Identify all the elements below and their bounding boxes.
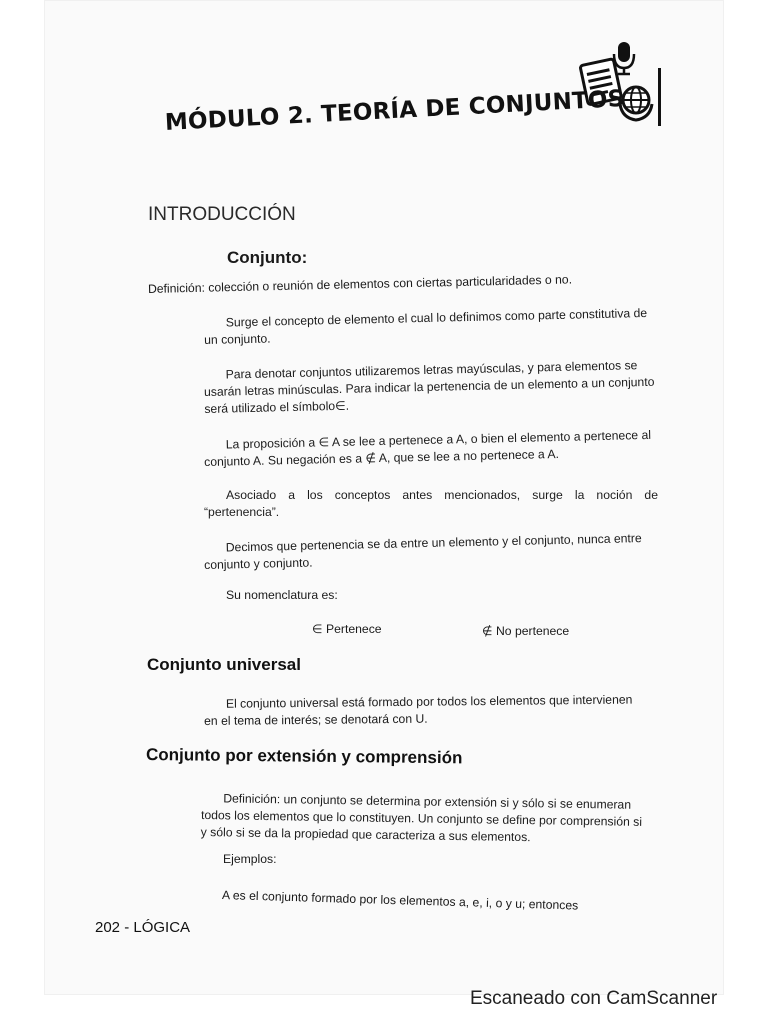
ejemplo-a: A es el conjunto formado por los elementos a, e, i, o y u; entonces [221,888,579,913]
paragraph-line: Decimos que pertenencia se da entre un elemento y el conjunto, nunca entre [225,531,642,555]
paragraph-line: y sólo si se da la propiedad que caracteriza a sus elementos. [200,824,531,845]
paragraph-extension-comprension [201,790,660,848]
section-heading-universal: Conjunto universal [147,655,301,674]
paragraph-line: Asociado a los conceptos antes mencionados, surge la noción de [226,488,658,502]
section-heading-introduccion: INTRODUCCIÓN [148,204,296,225]
paragraph-line: será utilizado el símbolo∈. [204,398,350,416]
definition-text: Definición: colección o reunión de elementos con ciertas particularidades o no. [147,272,573,296]
paragraph-notacion [203,357,659,418]
camscanner-watermark: Escaneado con CamScanner [470,988,718,1009]
paragraph-asociado [204,487,658,521]
paragraph-universal [204,691,659,730]
paragraph-line: El conjunto universal está formado por todos los elementos que intervienen [225,692,633,711]
paragraph-line: La proposición a ∈ A se lee a pertenece a A, o bien el elemento a pertenece al [225,427,652,452]
paragraph-line: Surge el concepto de elemento el cual lo definimos como parte constitutiva de [225,305,648,330]
nomenclatura-label: Su nomenclatura es: [226,588,338,602]
symbol-pertenece: ∈ Pertenece [312,622,382,636]
section-heading-extension: Conjunto por extensión y comprensión [145,745,463,768]
paragraph-line: un conjunto. [204,331,271,347]
paragraph-line: todos los elementos que lo constituyen. Un conjunto se define por comprensión si [200,808,643,829]
paragraph-line: usarán letras minúsculas. Para indicar la pertenencia de un elemento a un conjunto [203,374,655,399]
module-title: MÓDULO 2. TEORÍA DE CONJUNTOS [164,85,626,136]
paragraph-line: Para denotar conjuntos utilizaremos letras mayúsculas, y para elementos se [225,358,638,382]
paragraph-line: conjunto y conjunto. [204,555,313,572]
ejemplos-label: Ejemplos: [223,852,277,866]
paragraph-line: Definición: un conjunto se determina por extensión si y sólo si se enumeran [223,791,632,812]
paragraph-line: “pertenencia”. [204,505,280,519]
page-footer: 202 - LÓGICA [95,919,191,936]
paragraph-line: en el tema de interés; se denotará con U. [204,711,428,728]
subheading-conjunto: Conjunto: [227,248,308,267]
symbol-no-pertenece: ∉ No pertenece [482,624,570,638]
paragraph-line: conjunto A. Su negación es a ∉ A, que se lee a no pertenece a A. [204,446,560,469]
